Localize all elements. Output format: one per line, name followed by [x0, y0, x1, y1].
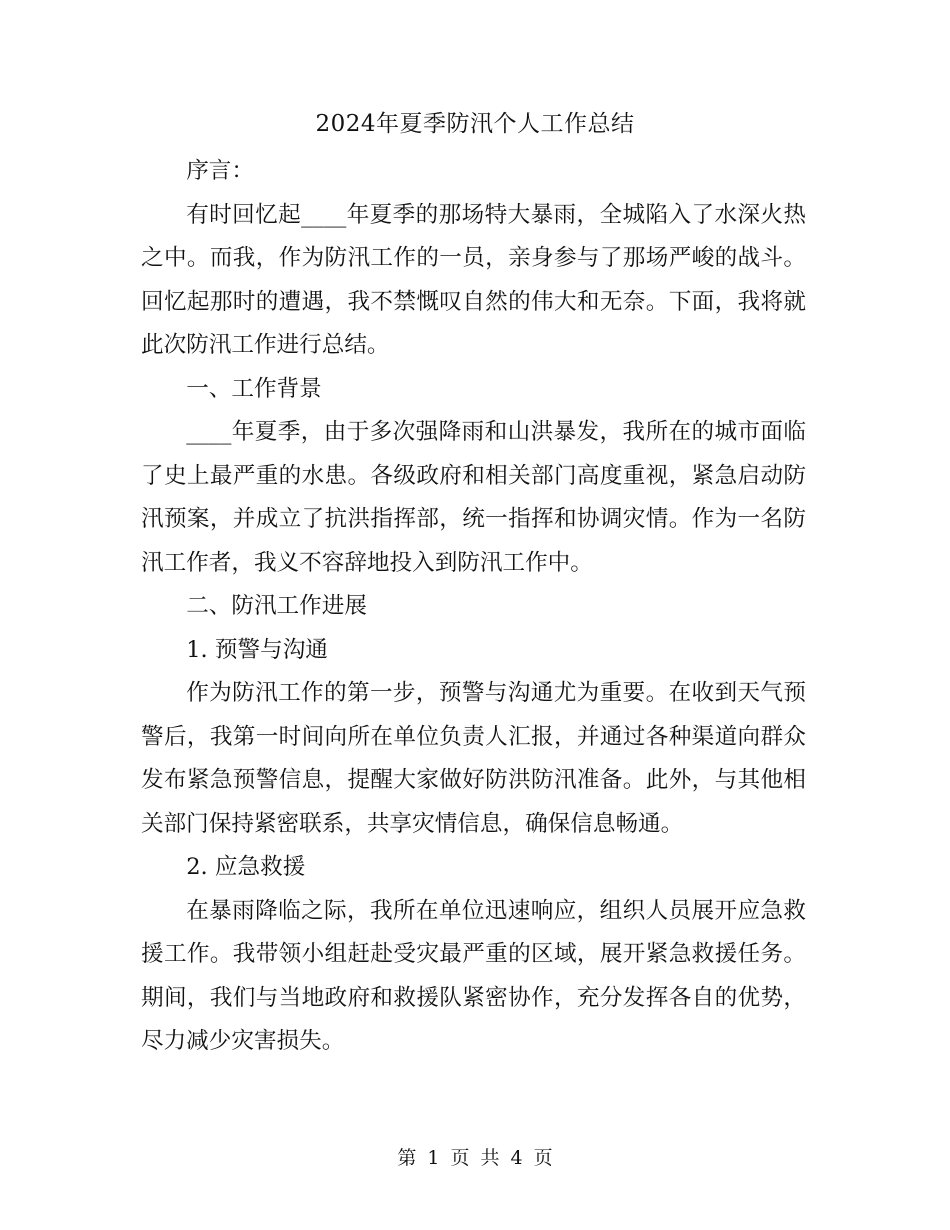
preface-heading: 序言：	[186, 158, 254, 184]
preface-paragraph: 有时回忆起____年夏季的那场特大暴雨，全城陷入了水深火热之中。而我，作为防汛工作的一员，亲身参与了那场严峻的战斗。回忆起那时的遭遇，我不禁慨叹自然的伟大和无奈。下面，我将就此次防汛工作进行总结。	[141, 201, 806, 358]
section-heading-background: 一、工作背景	[186, 375, 322, 402]
document-title: 2024年夏季防汛个人工作总结	[315, 111, 635, 137]
warning-paragraph: 作为防汛工作的第一步，预警与沟通尤为重要。在收到天气预警后，我第一时间向所在单位负责人汇报，并通过各种渠道向群众发布紧急预警信息，提醒大家做好防洪防汛准备。此外，与其他相关部门保持紧密联系，共享灾情信息，确保信息畅通。	[141, 680, 806, 837]
page-footer: 第 1 页 共 4 页	[397, 1147, 553, 1169]
section-heading-progress: 二、防汛工作进展	[186, 593, 367, 619]
rescue-paragraph: 在暴雨降临之际，我所在单位迅速响应，组织人员展开应急救援工作。我带领小组赶赴受灾最严重的区域，展开紧急救援任务。期间，我们与当地政府和救援队紧密协作，充分发挥各自的优势，尽力减少灾害损失。	[141, 897, 806, 1054]
subheading-warning: 1. 预警与沟通	[186, 636, 328, 663]
subheading-rescue: 2. 应急救援	[186, 854, 306, 880]
document-body	[141, 150, 806, 1064]
background-paragraph: ____年夏季，由于多次强降雨和山洪暴发，我所在的城市面临了史上最严重的水患。各级政府和相关部门高度重视，紧急启动防汛预案，并成立了抗洪指挥部，统一指挥和协调灾情。作为一名防汛工作者，我义不容辞地投入到防汛工作中。	[141, 419, 806, 576]
